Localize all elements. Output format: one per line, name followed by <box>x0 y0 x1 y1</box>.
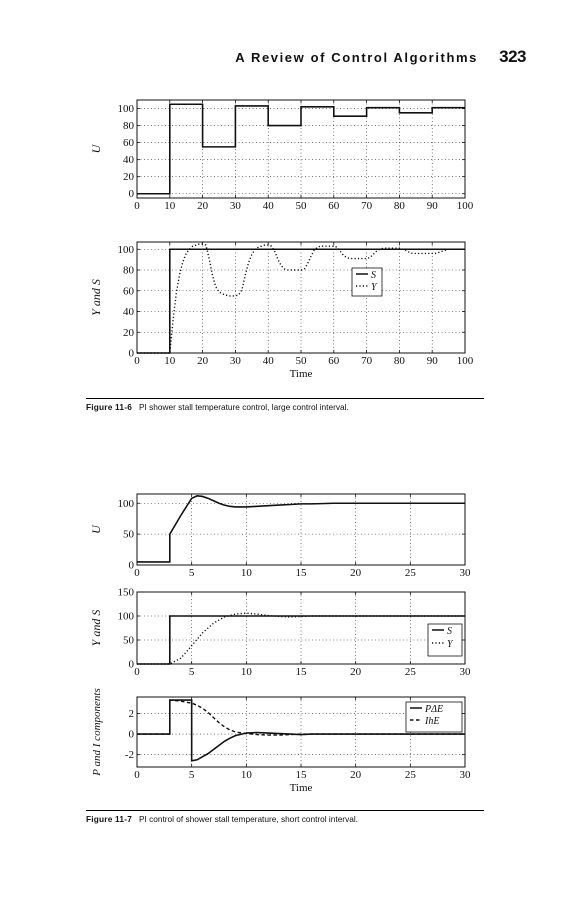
x-tick-label: 100 <box>456 200 474 212</box>
x-tick-label: 50 <box>295 200 307 212</box>
x-tick-label: 15 <box>295 567 307 579</box>
legend-box <box>428 624 462 656</box>
y-tick-label: 50 <box>123 634 134 647</box>
plot-frame <box>137 242 465 353</box>
y-tick-label: 0 <box>128 188 134 201</box>
x-tick-label: 20 <box>197 200 209 212</box>
x-tick-label: 40 <box>262 355 274 367</box>
x-tick-label: 100 <box>456 355 474 367</box>
y-axis-label: U <box>89 525 103 534</box>
y-axis-label: Y and S <box>89 609 103 647</box>
y-tick-label: 50 <box>123 528 134 541</box>
x-tick-label: 20 <box>350 666 362 678</box>
x-tick-label: 30 <box>459 666 471 678</box>
x-tick-label: 70 <box>361 355 373 367</box>
legend-label: IhE <box>425 716 440 727</box>
x-tick-label: 30 <box>459 567 471 579</box>
x-tick-label: 60 <box>328 355 340 367</box>
y-tick-label: 40 <box>123 306 134 319</box>
y-tick-label: 60 <box>123 137 134 150</box>
y-tick-label: 40 <box>123 154 134 167</box>
x-tick-label: 10 <box>164 355 176 367</box>
x-tick-label: 80 <box>393 200 405 212</box>
x-tick-label: 70 <box>361 200 373 212</box>
x-tick-label: 40 <box>262 200 274 212</box>
x-tick-label: 5 <box>188 769 195 781</box>
x-tick-label: 10 <box>240 769 252 781</box>
x-tick-label: 20 <box>197 355 209 367</box>
y-tick-label: 80 <box>123 264 134 277</box>
figure-11-7 <box>0 488 570 806</box>
legend-label: S <box>447 626 452 637</box>
y-tick-label: -2 <box>124 749 134 762</box>
figure-11-7-caption <box>86 810 484 824</box>
page-number: 323 <box>499 47 526 66</box>
legend-box <box>352 268 382 296</box>
x-tick-label: 25 <box>404 769 416 781</box>
x-tick-label: 30 <box>229 355 241 367</box>
y-tick-label: 20 <box>123 326 134 339</box>
x-tick-label: 60 <box>328 200 340 212</box>
caption-tag: Figure 11-7 <box>86 814 133 824</box>
x-tick-label: 80 <box>393 355 405 367</box>
x-tick-label: 5 <box>188 666 195 678</box>
y-tick-label: 2 <box>128 707 134 720</box>
y-tick-label: 80 <box>123 120 134 133</box>
y-tick-label: 20 <box>123 171 134 184</box>
legend-label: Y <box>447 639 453 650</box>
x-tick-label: 10 <box>240 567 252 579</box>
x-tick-label: 15 <box>295 666 307 678</box>
caption-text: PI shower stall temperature control, large control interval. <box>138 402 349 412</box>
x-tick-label: 10 <box>240 666 252 678</box>
y-axis-label: P and I components <box>91 688 103 776</box>
x-tick-label: 0 <box>134 666 140 678</box>
legend-label: S <box>371 270 376 281</box>
x-tick-label: 0 <box>134 769 140 781</box>
x-tick-label: 10 <box>164 200 176 212</box>
y-tick-label: 100 <box>117 610 134 623</box>
y-tick-label: 0 <box>128 559 134 572</box>
y-axis-label: U <box>89 144 103 154</box>
x-axis-label: Time <box>289 368 313 380</box>
x-tick-label: 30 <box>459 769 471 781</box>
x-tick-label: 90 <box>426 200 438 212</box>
caption-text: PI control of shower stall temperature, short control interval. <box>138 814 358 824</box>
x-tick-label: 20 <box>350 769 362 781</box>
y-tick-label: 100 <box>117 103 134 116</box>
y-tick-label: 0 <box>128 728 134 741</box>
series-line-u <box>137 496 465 562</box>
y-tick-label: 0 <box>128 347 134 360</box>
x-tick-label: 0 <box>134 355 140 367</box>
chart-panel-fig2-top <box>89 494 471 579</box>
y-tick-label: 150 <box>117 586 134 599</box>
legend-label: Y <box>371 282 377 293</box>
legend-label: PΔE <box>425 704 444 715</box>
running-title: A Review of Control Algorithms <box>235 50 478 65</box>
chart-panel-fig2-bottom <box>91 688 471 794</box>
y-axis-label: Y and S <box>89 279 103 316</box>
y-tick-label: 0 <box>128 658 134 671</box>
x-tick-label: 5 <box>188 567 195 579</box>
x-tick-label: 50 <box>295 355 307 367</box>
x-tick-label: 30 <box>229 200 241 212</box>
x-tick-label: 90 <box>426 355 438 367</box>
x-tick-label: 25 <box>404 567 416 579</box>
y-tick-label: 100 <box>117 243 134 256</box>
chart-panel-fig1-top <box>89 100 474 212</box>
page-header <box>0 42 570 72</box>
x-tick-label: 0 <box>134 567 140 579</box>
x-tick-label: 20 <box>350 567 362 579</box>
x-axis-label: Time <box>289 782 313 794</box>
x-tick-label: 25 <box>404 666 416 678</box>
x-tick-label: 15 <box>295 769 307 781</box>
caption-tag: Figure 11-6 <box>86 402 133 412</box>
chart-panel-fig2-middle <box>89 587 471 679</box>
figure-11-6-caption <box>86 398 484 412</box>
x-tick-label: 0 <box>134 200 140 212</box>
y-tick-label: 60 <box>123 285 134 298</box>
chart-panel-fig1-bottom <box>89 242 474 380</box>
y-tick-label: 100 <box>117 497 134 510</box>
figure-11-6 <box>0 90 570 390</box>
